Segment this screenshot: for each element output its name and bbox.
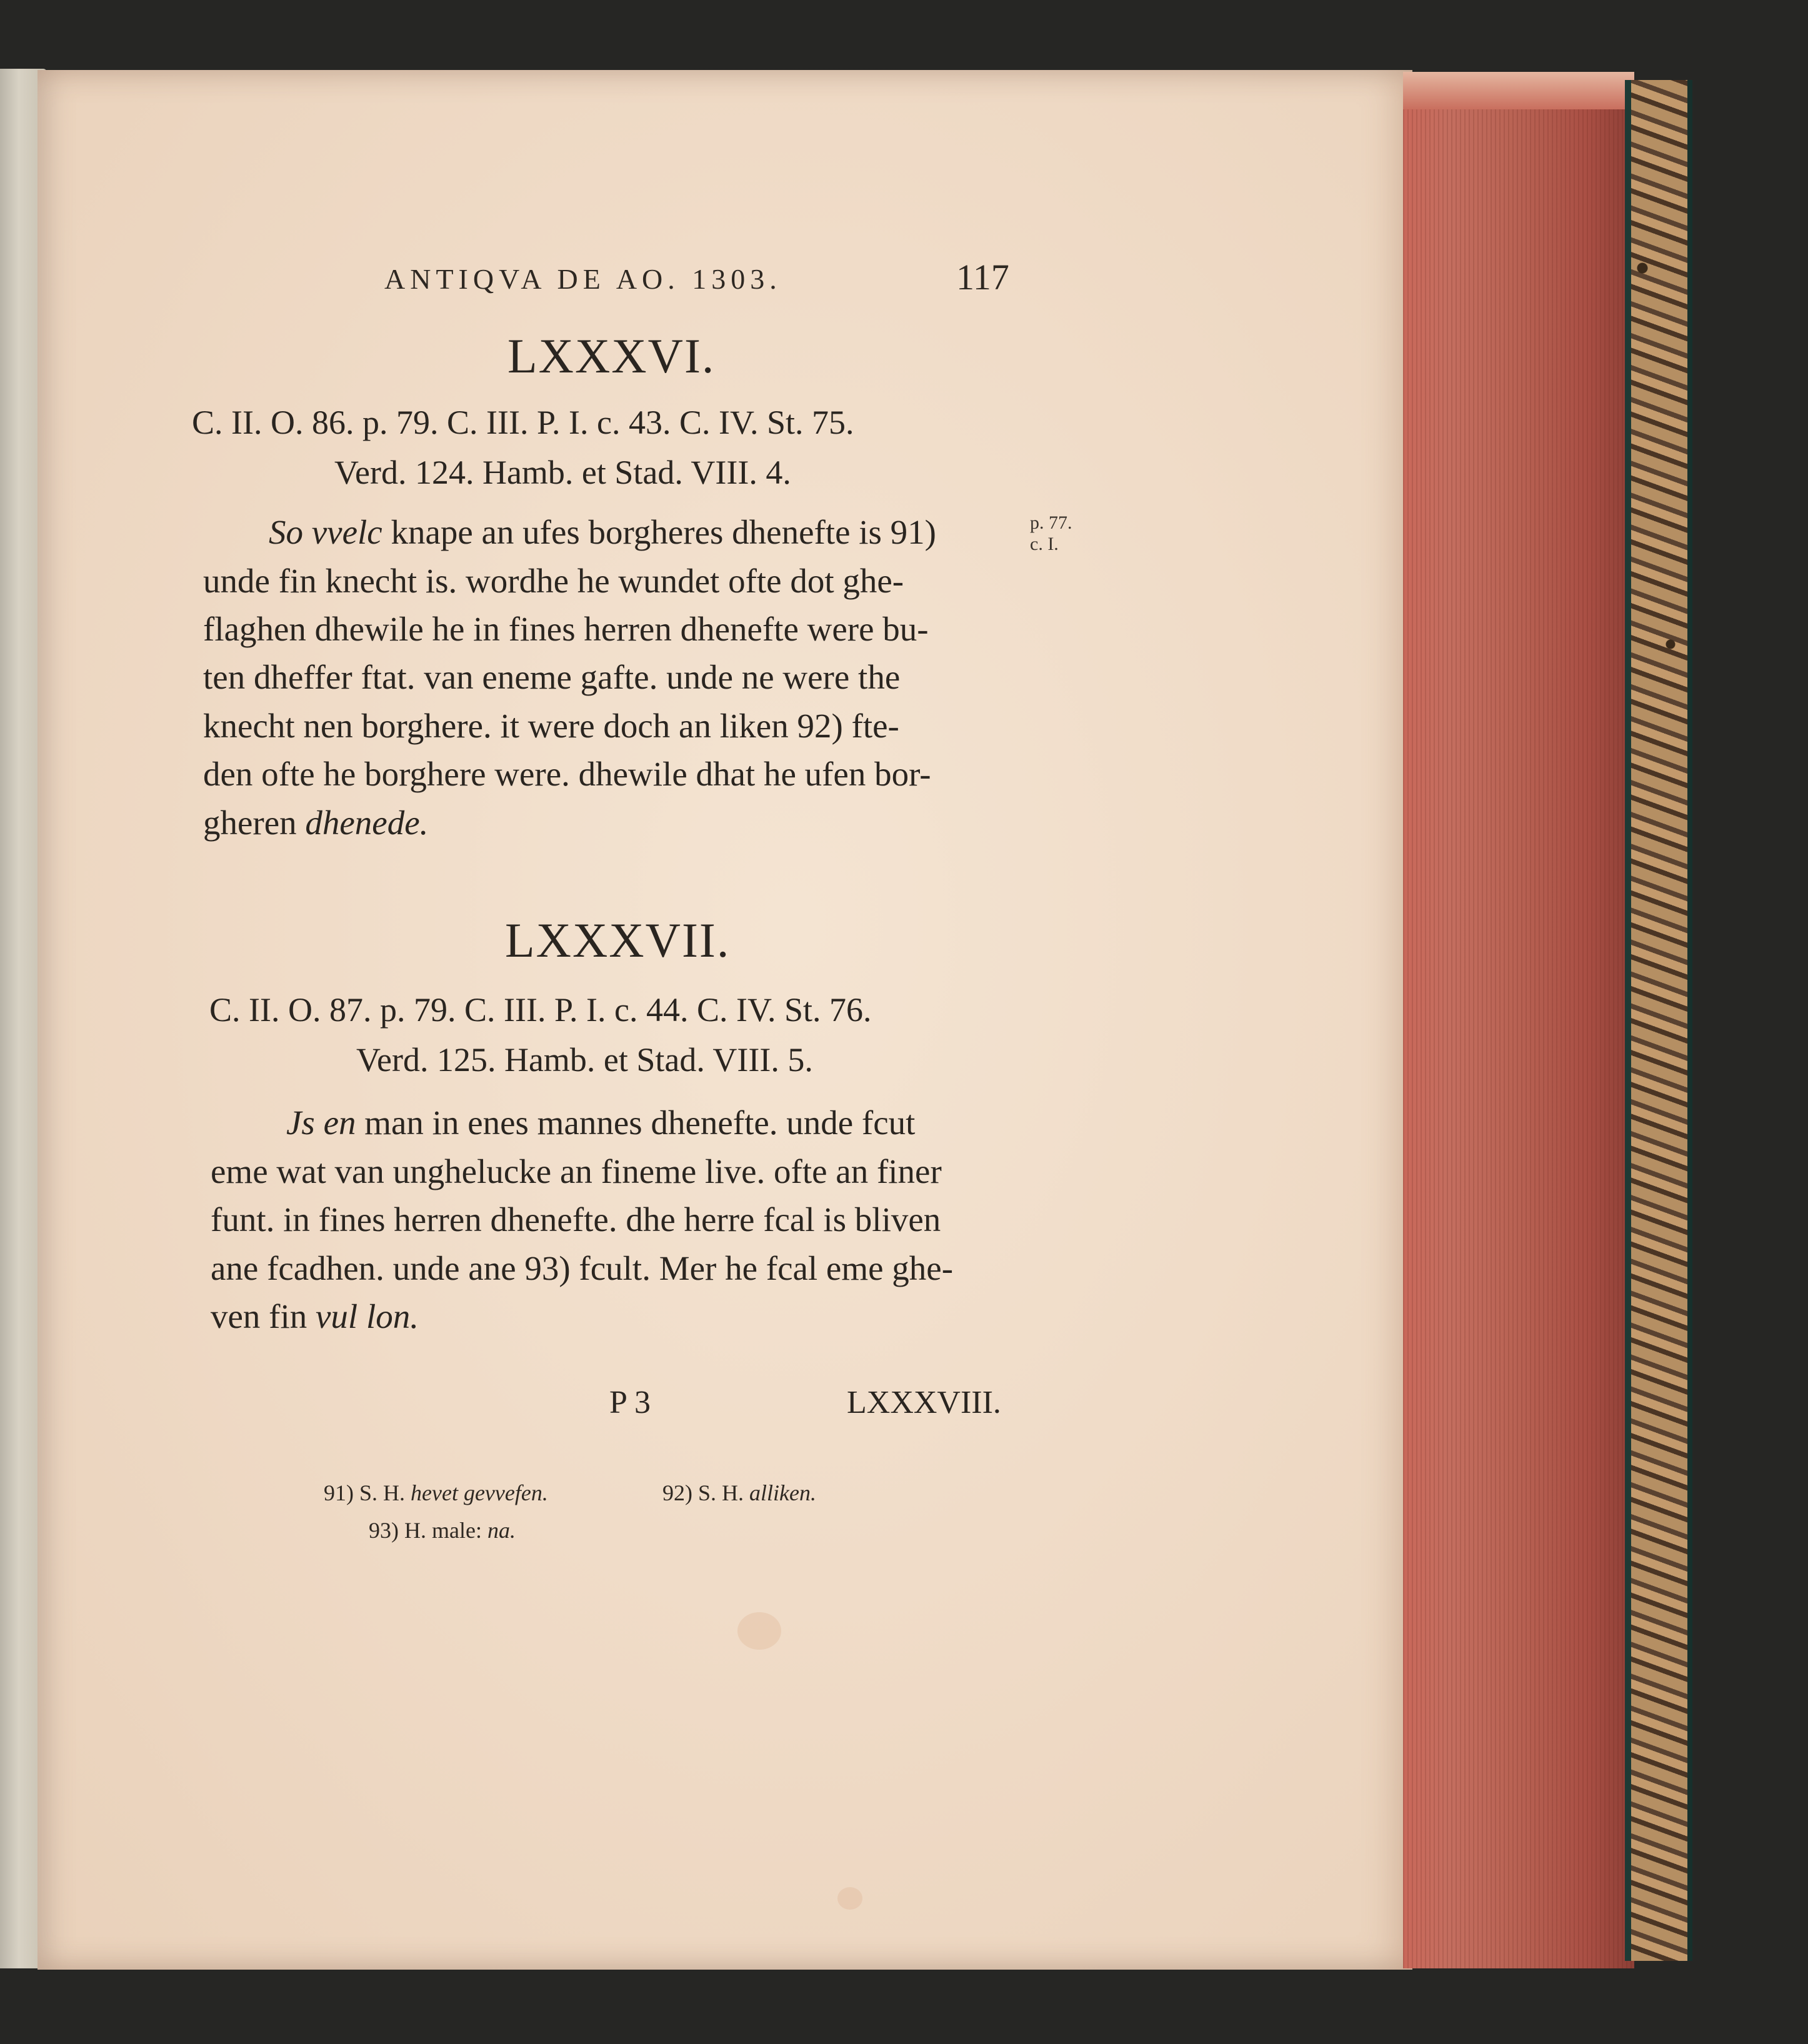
text-line: ane fcadhen. unde ane 93) fcult. Mer he fcal eme ghe-	[211, 1249, 954, 1287]
section-title: LXXXVII.	[505, 913, 731, 967]
footnote: 92) S. H. alliken.	[662, 1480, 816, 1505]
text-line: eme wat van unghelucke an fineme live. ofte an finer	[211, 1152, 942, 1190]
running-head: ANTIQVA DE AO. 1303.	[384, 263, 782, 295]
book-fore-edge	[1403, 72, 1634, 1968]
text-line: So vvelc knape an ufes borgheres dhenefte is 91)	[269, 513, 936, 551]
section-title: LXXXVI.	[507, 329, 716, 383]
text-line: ten dheffer ftat. van eneme gafte. unde ne were the	[203, 658, 901, 696]
page-number: 117	[956, 257, 1009, 297]
text-line: flaghen dhewile he in fines herren dhenefte were bu-	[203, 610, 929, 648]
text-line: unde fin knecht is. wordhe he wundet ofte dot ghe-	[203, 562, 904, 600]
fore-edge-top	[1403, 72, 1634, 109]
margin-note-line: p. 77.	[1030, 512, 1072, 533]
text-line: ven fin vul lon.	[211, 1297, 419, 1335]
text-line: knecht nen borghere. it were doch an liken 92) fte-	[203, 707, 899, 745]
text-line: gheren dhenede.	[203, 804, 429, 842]
margin-note	[1030, 512, 1072, 555]
text-line: funt. in fines herren dhenefte. dhe herre fcal is bliven	[211, 1200, 941, 1239]
signature-mark: P 3	[609, 1385, 651, 1420]
book-cover-edge	[1625, 80, 1692, 1961]
margin-note-line: c. I.	[1030, 534, 1059, 554]
text-line: Js en man in enes mannes dhenefte. unde fcut	[286, 1104, 916, 1142]
concordance-line: Verd. 124. Hamb. et Stad. VIII. 4.	[334, 454, 791, 491]
concordance-line: Verd. 125. Hamb. et Stad. VIII. 5.	[356, 1041, 813, 1079]
text-line: den ofte he borghere were. dhewile dhat he ufen bor-	[203, 755, 931, 793]
page-stain	[737, 1612, 781, 1650]
concordance-line: C. II. O. 86. p. 79. C. III. P. I. c. 43. C. IV. St. 75.	[192, 404, 854, 441]
concordance-line: C. II. O. 87. p. 79. C. III. P. I. c. 44. C. IV. St. 76.	[209, 991, 872, 1029]
footnote: 93) H. male: na.	[369, 1518, 516, 1543]
page-stain	[837, 1887, 862, 1910]
catchword: LXXXVIII.	[847, 1385, 1001, 1420]
footnote: 91) S. H. hevet gevvefen.	[324, 1480, 548, 1505]
